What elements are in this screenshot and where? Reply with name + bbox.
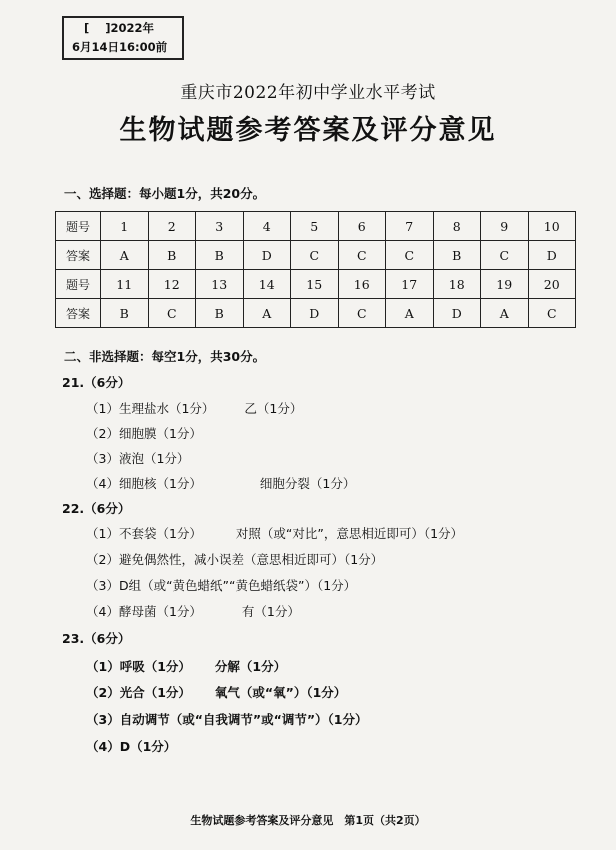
answer-text: 细胞分裂（1分） [259, 476, 356, 491]
question-number-cell: 14 [243, 270, 291, 299]
answer-text: （4）细胞核（1分） [86, 476, 202, 491]
answer-line [86, 449, 189, 467]
answer-text: 有（1分） [241, 604, 300, 619]
answer-text: 分解（1分） [214, 659, 287, 674]
question-number-cell: 5 [291, 212, 339, 241]
question-23-number: 23.（6分） [62, 631, 131, 646]
answer-text: （3）自动调节（或“自我调节”或“调节”）（1分） [86, 712, 368, 727]
question-number-cell: 18 [433, 270, 481, 299]
question-number-cell: 11 [101, 270, 149, 299]
table-row-numbers-1 [56, 212, 576, 241]
question-number-cell: 12 [148, 270, 196, 299]
document-title: 生物试题参考答案及评分意见 [119, 115, 497, 146]
answer-cell: D [243, 241, 291, 270]
answer-cell: C [481, 241, 529, 270]
question-number-cell: 9 [481, 212, 529, 241]
question-number-cell: 4 [243, 212, 291, 241]
answer-cell: C [338, 241, 386, 270]
answer-line [86, 474, 355, 492]
answer-line [86, 602, 300, 620]
question-number-cell: 8 [433, 212, 481, 241]
table-row-answers-1 [56, 241, 576, 270]
table-row-numbers-2 [56, 270, 576, 299]
question-number-cell: 19 [481, 270, 529, 299]
answer-text: 氧气（或“氧”）（1分） [214, 685, 347, 700]
row-label-answer: 答案 [56, 241, 101, 270]
answer-text: （1）生理盐水（1分） [86, 401, 215, 416]
answer-line [86, 550, 383, 568]
exam-title: 重庆市2022年初中学业水平考试 [180, 83, 436, 103]
answer-cell: D [528, 241, 576, 270]
answer-line [86, 399, 302, 417]
answer-cell: A [101, 241, 149, 270]
answer-line [86, 737, 176, 755]
answer-cell: C [291, 241, 339, 270]
answer-text: （4）酵母菌（1分） [86, 604, 202, 619]
question-number-cell: 16 [338, 270, 386, 299]
answer-text: （1）不套袋（1分） [86, 526, 202, 541]
question-number-cell: 1 [101, 212, 149, 241]
question-number-cell: 17 [386, 270, 434, 299]
answer-cell: C [528, 299, 576, 328]
answer-cell: B [433, 241, 481, 270]
question-number-cell: 3 [196, 212, 244, 241]
answer-table [55, 211, 576, 328]
question-number-cell: 7 [386, 212, 434, 241]
question-22-number: 22.（6分） [62, 501, 131, 516]
answer-text: 乙（1分） [244, 401, 303, 416]
page-footer: 生物试题参考答案及评分意见 第1页（共2页） [190, 814, 426, 827]
answer-cell: B [196, 241, 244, 270]
stamp-line-1: [ ]2022年 [84, 21, 155, 35]
answer-text: （1）呼吸（1分） [86, 659, 191, 674]
row-label-number: 题号 [56, 212, 101, 241]
stamp-line-2: 6月14日16:00前 [72, 40, 168, 54]
row-label-number: 题号 [56, 270, 101, 299]
question-number-cell: 6 [338, 212, 386, 241]
answer-line [86, 576, 356, 594]
answer-line [86, 710, 368, 728]
answer-text: （2）光合（1分） [86, 685, 191, 700]
answer-cell: D [291, 299, 339, 328]
section2-heading: 二、非选择题：每空1分，共30分。 [64, 349, 266, 364]
answer-text: （2）避免偶然性，减小误差（意思相近即可）（1分） [86, 552, 384, 567]
answer-text: （3）液泡（1分） [86, 451, 190, 466]
answer-cell: B [196, 299, 244, 328]
answer-text: （4）D（1分） [86, 739, 177, 754]
answer-cell: C [386, 241, 434, 270]
answer-line [86, 657, 286, 675]
question-number-cell: 2 [148, 212, 196, 241]
question-number-cell: 13 [196, 270, 244, 299]
question-number-cell: 10 [528, 212, 576, 241]
date-stamp-box [62, 16, 184, 60]
row-label-answer: 答案 [56, 299, 101, 328]
question-21-number: 21.（6分） [62, 375, 131, 390]
answer-cell: A [386, 299, 434, 328]
answer-cell: A [481, 299, 529, 328]
answer-text: （3）D组（或“黄色蜡纸”“黄色蜡纸袋”）（1分） [86, 578, 357, 593]
answer-cell: C [148, 299, 196, 328]
answer-cell: A [243, 299, 291, 328]
answer-line [86, 424, 202, 442]
answer-line [86, 683, 346, 701]
answer-cell: D [433, 299, 481, 328]
question-number-cell: 20 [528, 270, 576, 299]
section1-heading: 一、选择题：每小题1分，共20分。 [64, 186, 266, 201]
answer-cell: C [338, 299, 386, 328]
answer-text: 对照（或“对比”，意思相近即可）（1分） [235, 526, 464, 541]
question-number-cell: 15 [291, 270, 339, 299]
table-row-answers-2 [56, 299, 576, 328]
answer-cell: B [101, 299, 149, 328]
answer-line [86, 524, 463, 542]
answer-cell: B [148, 241, 196, 270]
answer-text: （2）细胞膜（1分） [86, 426, 202, 441]
